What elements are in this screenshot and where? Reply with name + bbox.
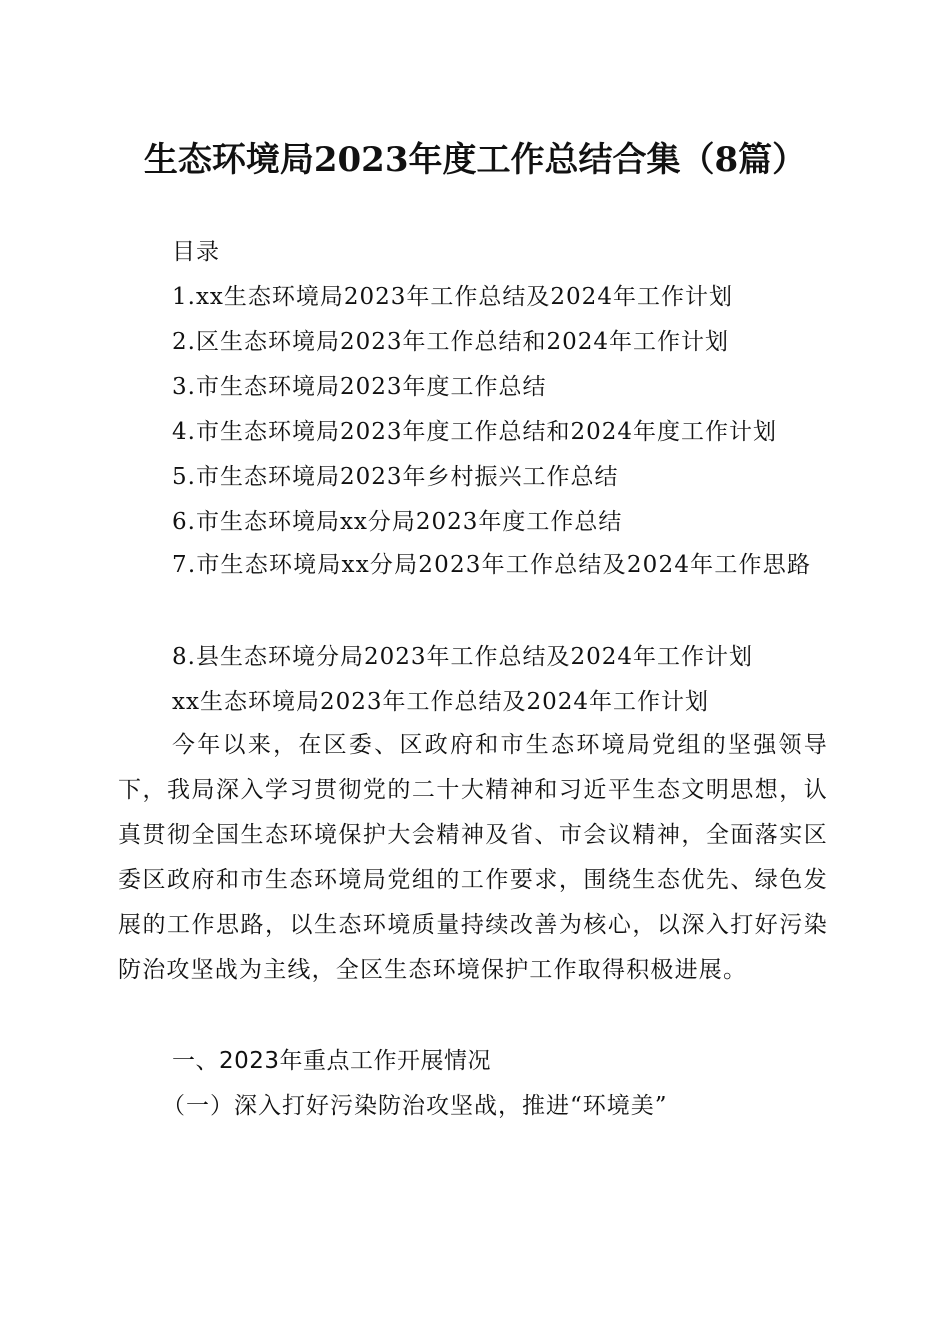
toc-item-8: 8.县生态环境分局2023年工作总结及2024年工作计划 [172,644,754,670]
toc-item-2: 2.区生态环境局2023年工作总结和2024年工作计划 [172,329,730,355]
toc-item-3: 3.市生态环境局2023年度工作总结 [172,374,547,400]
toc-heading: 目录 [172,239,220,265]
intro-paragraph: 今年以来，在区委、区政府和市生态环境局党组的坚强领导下，我局深入学习贯彻党的二十大精神和习近平生态文明思想，认真贯彻全国生态环境保护大会精神及省、市会议精神，全面落实区委区政府和市生态环境局党组的工作要求，围绕生态优先、绿色发展的工作思路，以生态环境质量持续改善为核心，以深入打好污染防治攻坚战为主线，全区生态环境保护工作取得积极进展。 [118,732,828,983]
toc-item-5: 5.市生态环境局2023年乡村振兴工作总结 [172,464,619,490]
toc-item-4: 4.市生态环境局2023年度工作总结和2024年度工作计划 [172,419,778,445]
toc-item-1: 1.xx生态环境局2023年工作总结及2024年工作计划 [172,284,733,310]
article-title: xx生态环境局2023年工作总结及2024年工作计划 [172,689,710,715]
section-heading: 一、2023年重点工作开展情况 [172,1048,492,1074]
subsection-heading: （一）深入打好污染防治攻坚战，推进“环境美” [162,1093,668,1119]
document-title: 生态环境局2023年度工作总结合集（8篇） [143,140,807,180]
toc-item-6: 6.市生态环境局xx分局2023年度工作总结 [172,509,623,535]
toc-item-7: 7.市生态环境局xx分局2023年工作总结及2024年工作思路 [172,552,812,578]
